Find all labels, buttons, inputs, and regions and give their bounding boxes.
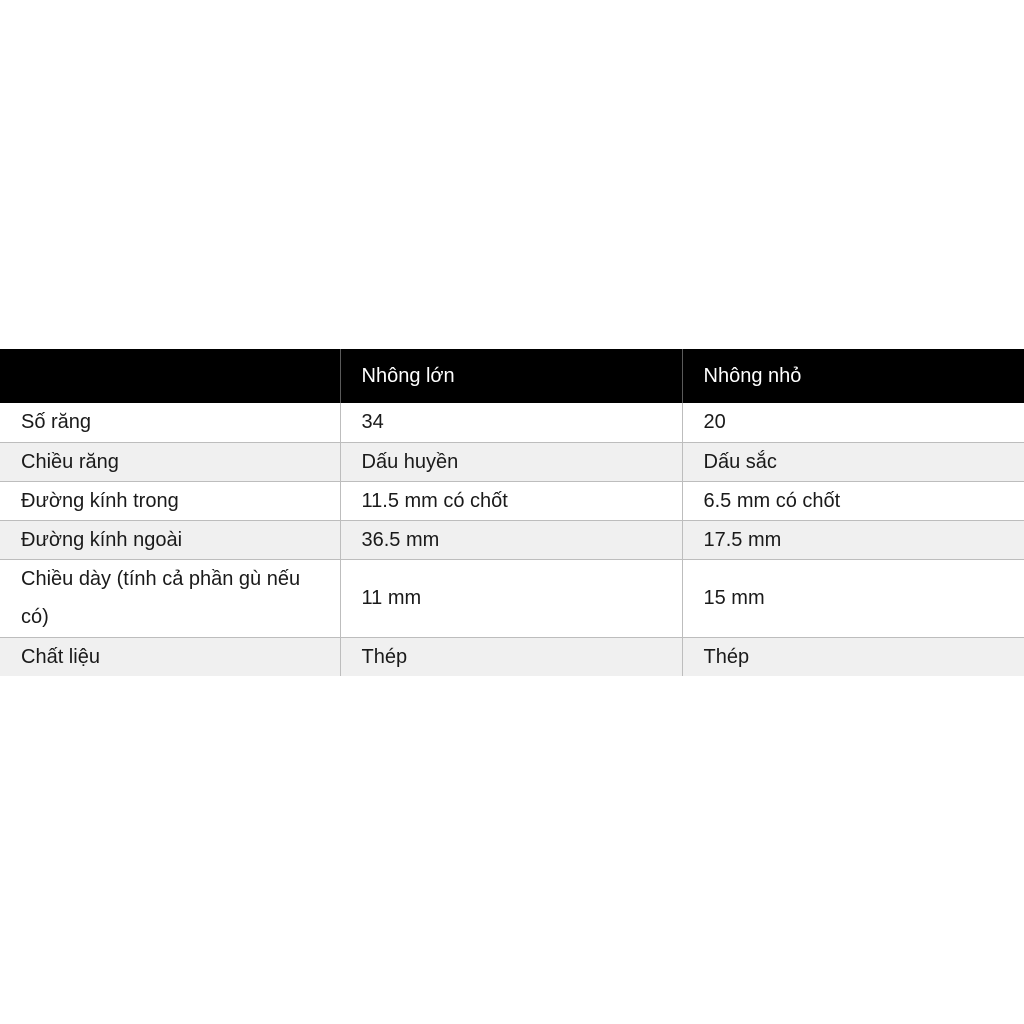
row-label: Đường kính ngoài (0, 520, 340, 559)
cell-value: 11.5 mm có chốt (340, 481, 682, 520)
table-row (0, 520, 1024, 559)
table-row (0, 403, 1024, 442)
row-label: Đường kính trong (0, 481, 340, 520)
cell-value: Dấu sắc (682, 442, 1024, 481)
spec-table (0, 349, 1024, 676)
row-label: Số răng (0, 403, 340, 442)
cell-value: 15 mm (682, 559, 1024, 637)
row-label: Chiều dày (tính cả phần gù nếu có) (0, 559, 340, 637)
cell-value: 6.5 mm có chốt (682, 481, 1024, 520)
table-body (0, 403, 1024, 676)
cell-value: Thép (682, 637, 1024, 676)
row-label: Chất liệu (0, 637, 340, 676)
table-header (0, 349, 1024, 403)
header-cell-small-sprocket: Nhông nhỏ (682, 349, 1024, 403)
header-cell-empty (0, 349, 340, 403)
cell-value: Thép (340, 637, 682, 676)
table-row (0, 481, 1024, 520)
cell-value: Dấu huyền (340, 442, 682, 481)
row-label: Chiều răng (0, 442, 340, 481)
table-row (0, 559, 1024, 637)
cell-value: 36.5 mm (340, 520, 682, 559)
cell-value: 34 (340, 403, 682, 442)
table-row (0, 637, 1024, 676)
header-cell-large-sprocket: Nhông lớn (340, 349, 682, 403)
table-row (0, 442, 1024, 481)
cell-value: 17.5 mm (682, 520, 1024, 559)
cell-value: 11 mm (340, 559, 682, 637)
cell-value: 20 (682, 403, 1024, 442)
header-row (0, 349, 1024, 403)
